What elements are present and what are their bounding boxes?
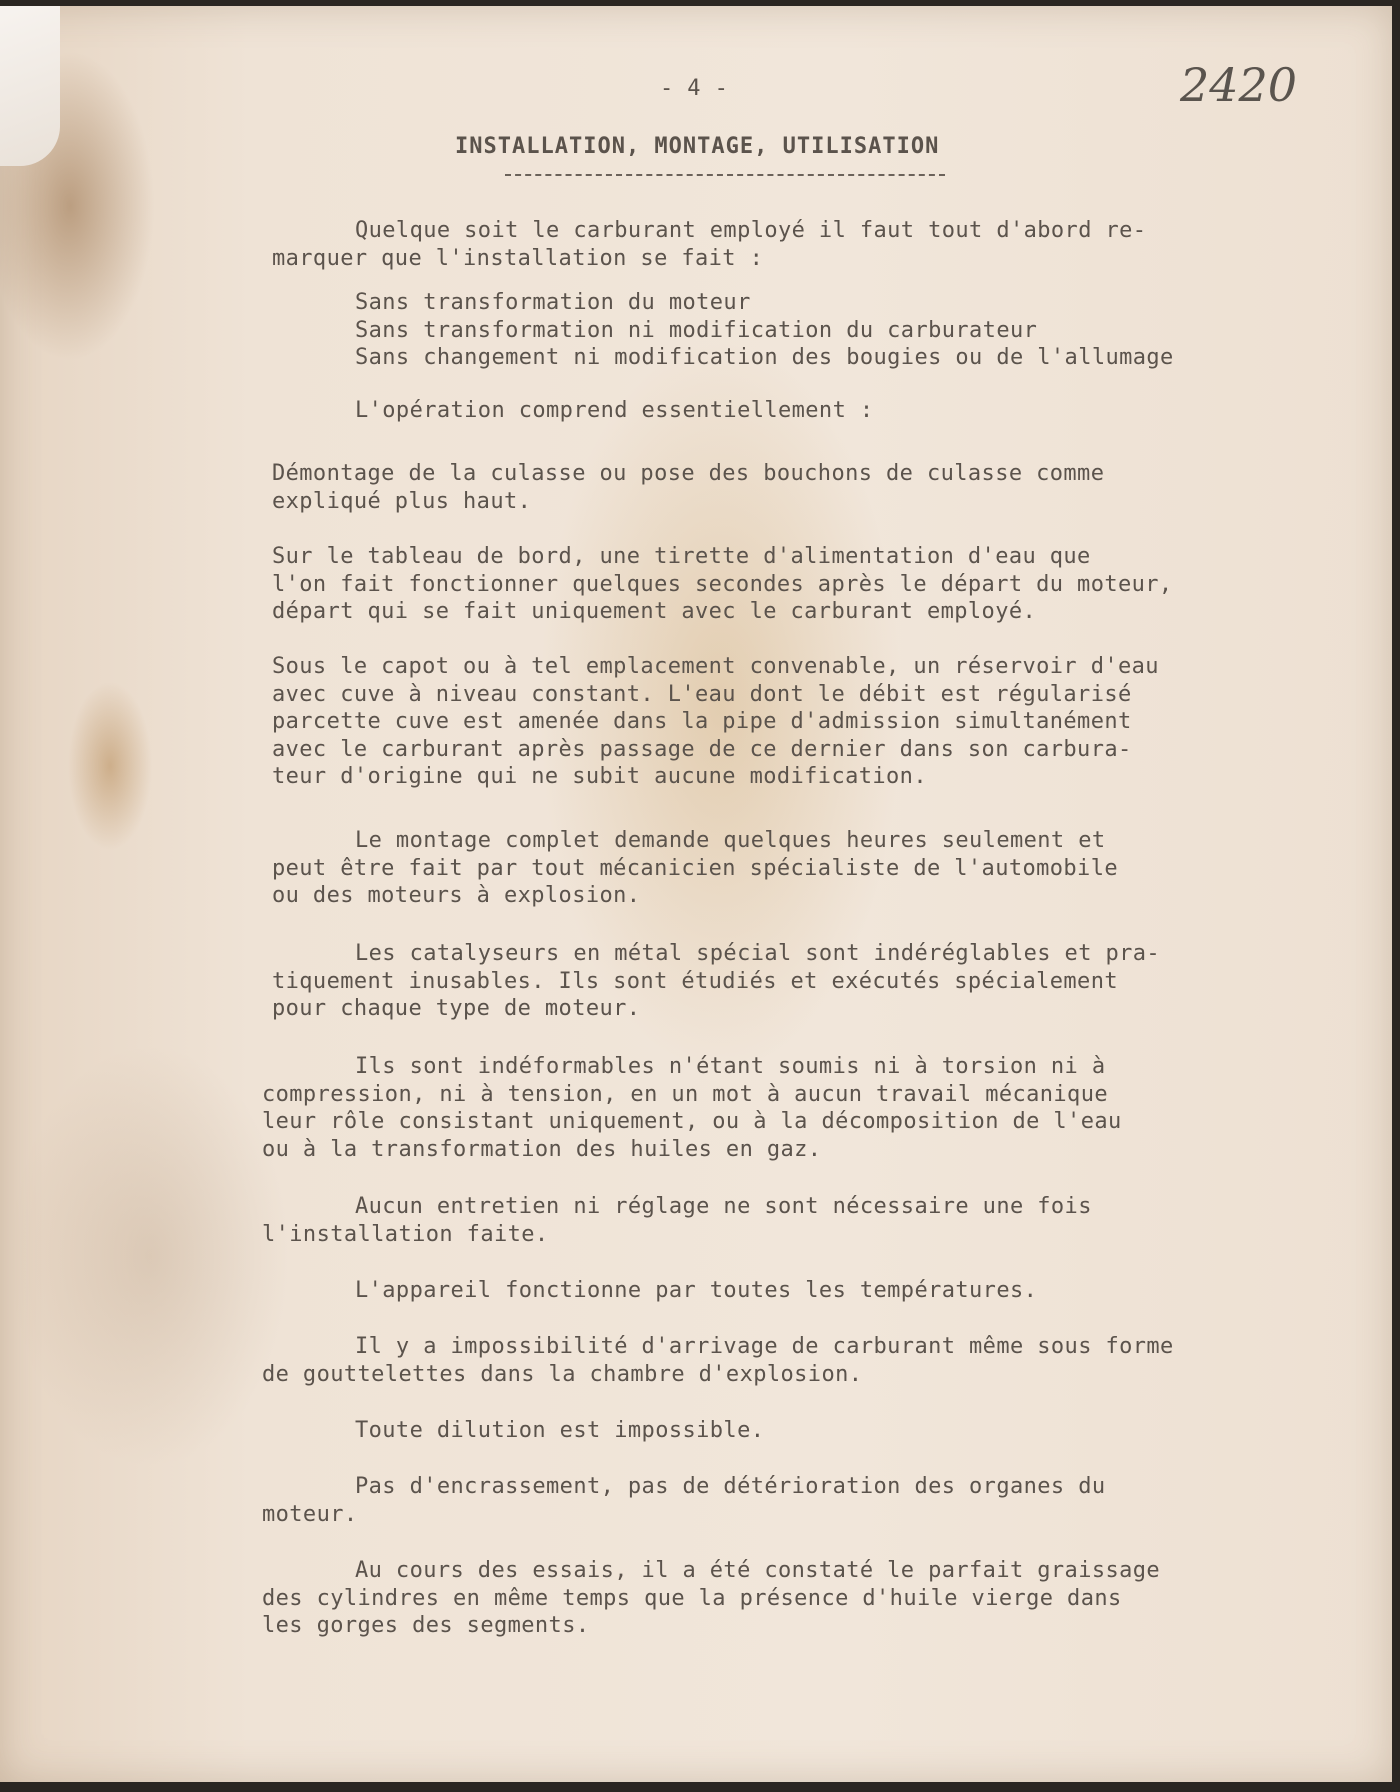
text-line: moteur.	[262, 1501, 358, 1527]
text-line: parcette cuve est amenée dans la pipe d'admission simultanément	[272, 709, 1132, 734]
text-line: peut être fait par tout mécanicien spécialiste de l'automobile	[272, 855, 1118, 881]
text-line: Sans transformation du moteur	[355, 290, 751, 315]
text-line: pour chaque type de moteur.	[272, 996, 641, 1021]
text-line: compression, ni à tension, en un mot à aucun travail mécanique	[262, 1081, 1108, 1107]
text-line: Démontage de la culasse ou pose des bouchons de culasse comme	[272, 461, 1105, 486]
text-line: tiquement inusables. Ils sont étudiés et exécutés spécialement	[272, 968, 1118, 994]
text-line: Toute dilution est impossible.	[355, 1418, 765, 1443]
document-page	[0, 6, 1392, 1782]
text-line: des cylindres en même temps que la présence d'huile vierge dans	[262, 1585, 1122, 1611]
text-line: teur d'origine qui ne subit aucune modification.	[272, 764, 927, 789]
text-line: Les catalyseurs en métal spécial sont indéréglables et pra-	[355, 941, 1161, 966]
text-line: Au cours des essais, il a été constaté le parfait graissage	[355, 1558, 1161, 1583]
document-title: INSTALLATION, MONTAGE, UTILISATION	[455, 134, 940, 159]
text-line: Aucun entretien ni réglage ne sont nécessaire une fois	[355, 1194, 1092, 1219]
text-line: ou des moteurs à explosion.	[272, 883, 641, 908]
text-line: Pas d'encrassement, pas de détérioration des organes du	[355, 1474, 1106, 1499]
handwritten-number: 2420	[1180, 58, 1298, 112]
text-line: leur rôle consistant uniquement, ou à la décomposition de l'eau	[262, 1109, 1122, 1134]
text-line: Le montage complet demande quelques heures seulement et	[355, 828, 1106, 853]
text-line: Il y a impossibilité d'arrivage de carburant même sous forme	[355, 1334, 1174, 1359]
text-line: l'on fait fonctionner quelques secondes après le départ du moteur,	[272, 571, 1173, 597]
text-line: L'opération comprend essentiellement :	[355, 398, 874, 423]
text-line: Quelque soit le carburant employé il faut tout d'abord re-	[355, 218, 1147, 243]
text-line: départ qui se fait uniquement avec le carburant employé.	[272, 599, 1037, 624]
text-line: de gouttelettes dans la chambre d'explosion.	[262, 1361, 863, 1387]
text-line: avec le carburant après passage de ce dernier dans son carbura-	[272, 736, 1132, 762]
text-line: Ils sont indéformables n'étant soumis ni à torsion ni à	[355, 1054, 1106, 1079]
text-line: L'appareil fonctionne par toutes les températures.	[355, 1278, 1038, 1303]
text-line: Sans transformation ni modification du carburateur	[355, 317, 1038, 343]
text-line: les gorges des segments.	[262, 1613, 590, 1638]
text-line: expliqué plus haut.	[272, 488, 532, 514]
text-line: Sous le capot ou à tel emplacement convenable, un réservoir d'eau	[272, 654, 1159, 679]
text-line: Sur le tableau de bord, une tirette d'alimentation d'eau que	[272, 544, 1091, 569]
torn-corner	[0, 6, 60, 166]
text-line: Sans changement ni modification des bougies ou de l'allumage	[355, 345, 1174, 370]
text-line: marquer que l'installation se fait :	[272, 245, 764, 271]
text-line: avec cuve à niveau constant. L'eau dont le débit est régularisé	[272, 681, 1132, 707]
text-line: ou à la transformation des huiles en gaz.	[262, 1136, 822, 1162]
page-number: - 4 -	[660, 76, 729, 101]
text-line: l'installation faite.	[262, 1221, 549, 1247]
title-underline	[505, 174, 945, 176]
